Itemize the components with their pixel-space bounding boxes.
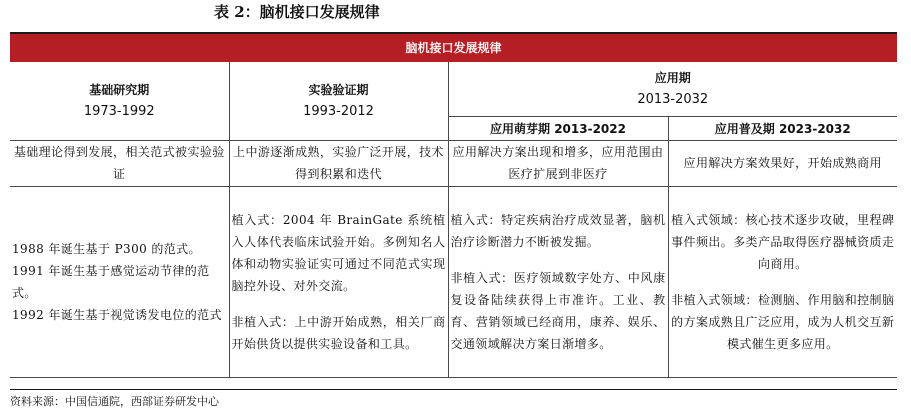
header-application-name: 应用期 [654, 70, 691, 85]
table-banner-title: 脑机接口发展规律 [10, 34, 897, 62]
row2-basic-research [10, 186, 229, 377]
row2-experimental-implanted: 植入式：2004 年 BrainGate 系统植入人体代表临床试验开始。多例知名人体和动物实验证实可通过不同范式实现脑控外设、对外交流。 [231, 212, 446, 293]
row2-popularize-implanted: 植入式领域：核心技术逐步攻破，里程碑事件频出。多类产品取得医疗器械资质走向商用。 [671, 212, 895, 271]
row2-application-sprout [448, 186, 668, 377]
row1-experimental: 上中游逐渐成熟，实验广泛开展，技术得到积累和迭代 [229, 140, 448, 186]
header-basic-research-name: 基础研究期 [89, 82, 150, 97]
bottom-rule [10, 389, 897, 390]
header-application-years: 2013-2032 [637, 91, 709, 107]
header-experimental [229, 62, 448, 140]
row2-basic-item: 1991 年诞生基于感觉运动节律的范式。 [12, 263, 210, 300]
row2-sprout-implanted: 植入式：特定疾病治疗成效显著，脑机治疗诊断潜力不断被发掘。 [450, 212, 666, 249]
row2-application-popularize [668, 186, 897, 377]
row1-basic-research: 基础理论得到发展，相关范式被实验验证 [10, 140, 229, 186]
row1-application-popularize: 应用解决方案效果好，开始成熟商用 [668, 140, 897, 186]
header-basic-research-years: 1973-1992 [83, 103, 155, 119]
row2-experimental [229, 186, 448, 377]
header-basic-research [10, 62, 229, 140]
source-note: 资料来源：中国信通院，西部证券研发中心 [10, 395, 219, 408]
row2-basic-item: 1988 年诞生基于 P300 的范式。 [12, 241, 201, 256]
header-application [448, 62, 897, 116]
paragraph-gap [671, 275, 896, 289]
header-experimental-years: 1993-2012 [303, 103, 374, 119]
row2-experimental-non-implanted: 非植入式：上中游开始成熟，相关厂商开始供货以提供实验设备和工具。 [231, 314, 446, 351]
development-table [10, 62, 897, 378]
row2-sprout-non-implanted: 非植入式：医疗领域数字处方、中风康复设备陆续获得上市准许。工业、教育、营销领域已经商用，康养、娱乐、交通领域解决方案日渐增多。 [450, 270, 666, 351]
row2-popularize-non-implanted: 非植入式领域：检测脑、作用脑和控制脑的方案成熟且广泛应用，成为人机交互新模式催生更多应用。 [671, 292, 895, 351]
header-experimental-name: 实验验证期 [308, 82, 369, 97]
paragraph-gap [232, 297, 446, 311]
header-application-popularize: 应用普及期 2023-2032 [668, 116, 897, 140]
row2-basic-item: 1992 年诞生基于视觉诱发电位的范式 [12, 307, 222, 322]
paragraph-gap [451, 253, 666, 267]
table-caption: 表 2：脑机接口发展规律 [214, 3, 380, 21]
row1-application-sprout: 应用解决方案出现和增多，应用范围由医疗扩展到非医疗 [448, 140, 668, 186]
header-application-sprout: 应用萌芽期 2013-2022 [448, 116, 668, 140]
